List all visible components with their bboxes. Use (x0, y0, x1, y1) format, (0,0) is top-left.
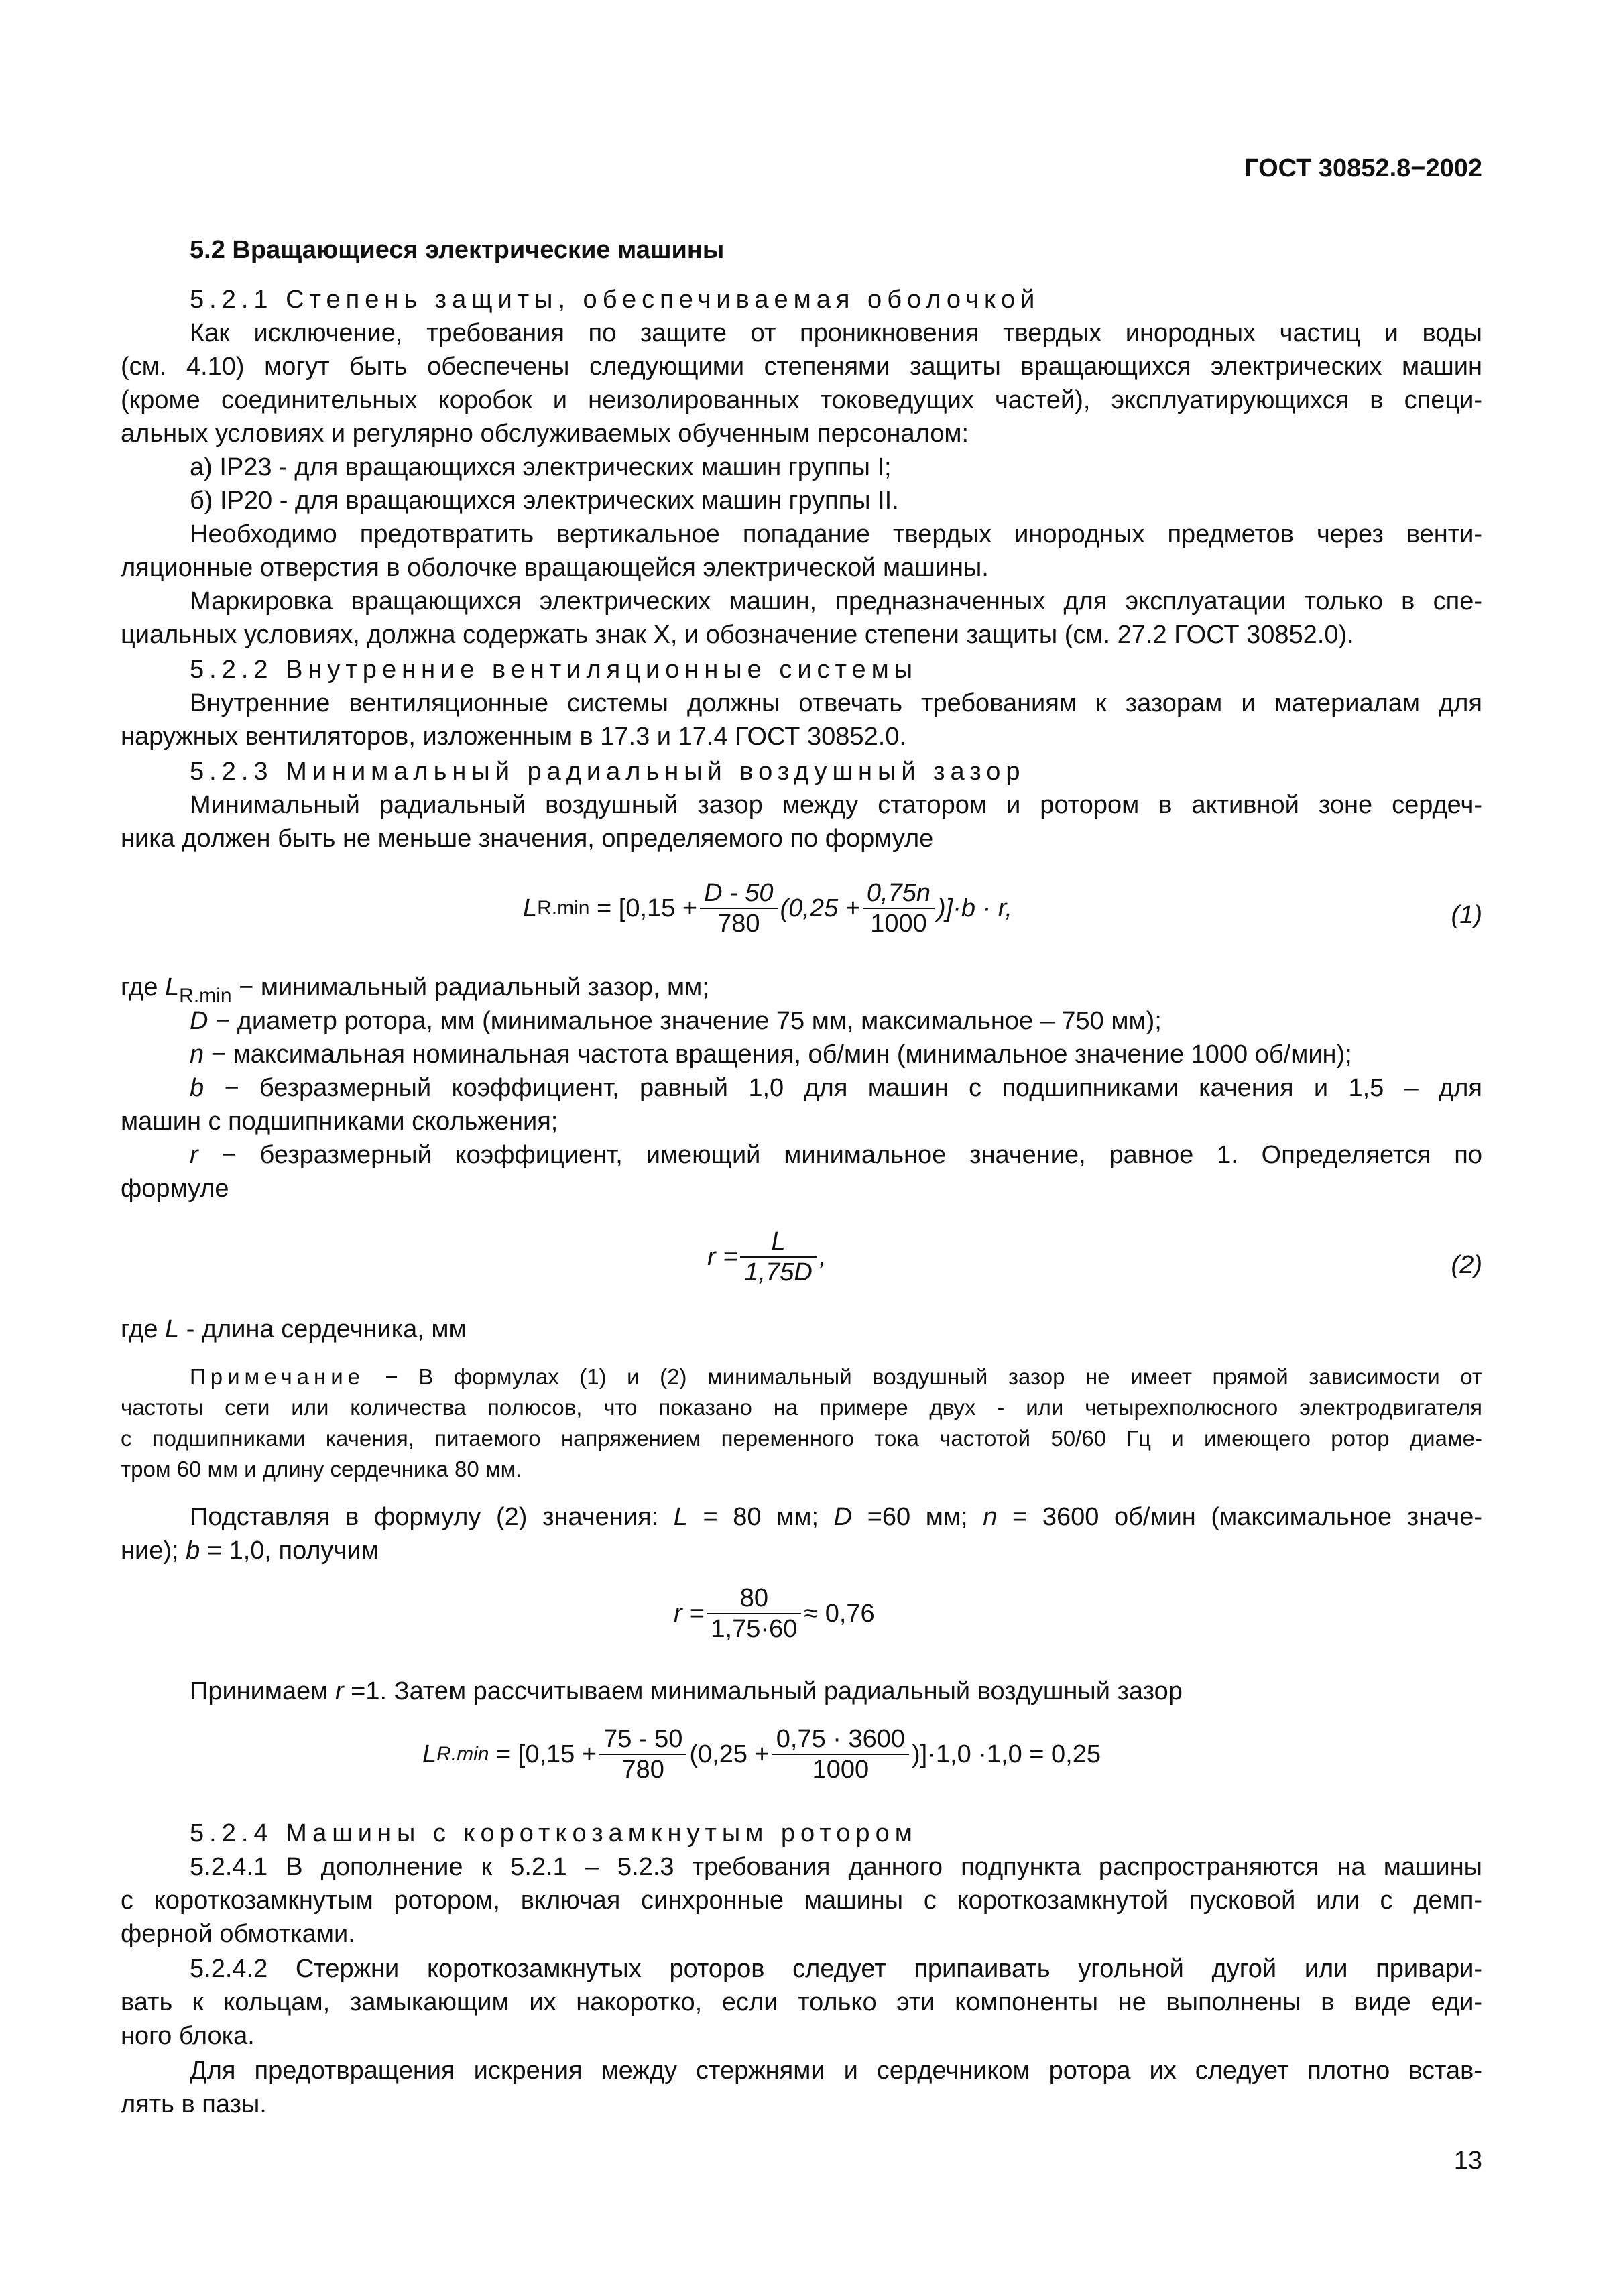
paragraph-line: (кроме соединительных коробок и неизолированных токоведущих частей), эксплуатирующихся в специ- (121, 386, 1482, 414)
formula-4-frac2-num: 0,75 · 3600 (772, 1724, 909, 1755)
formula-1-frac1-num: D - 50 (700, 878, 777, 909)
formula-1-frac2-den: 1000 (870, 910, 927, 938)
formula-2-number: (2) (1451, 1251, 1482, 1279)
formula-2-lhs: r = (707, 1242, 738, 1271)
definition-L-text: − минимальный радиальный зазор, мм; (231, 973, 709, 1002)
page-number: 13 (1453, 2147, 1482, 2175)
paragraph-line: Как исключение, требования по защите от проникновения твердых инородных частиц и воды (190, 319, 1482, 347)
formula-1-lhs: L (523, 894, 538, 922)
definition-n-text: − максимальная номинальная частота вращения, об/мин (минимальное значение 1000 об/мин); (204, 1040, 1352, 1069)
paragraph-line: 5.2.4.1 В дополнение к 5.2.1 – 5.2.3 требования данного подпункта распространяются на машины (190, 1853, 1482, 1881)
subst-L: L (673, 1503, 688, 1531)
formula-4-fraction-2 (772, 1724, 909, 1785)
formula-1-lhs-sub: R.min (537, 897, 590, 919)
paragraph-line: ферной обмотками. (121, 1920, 355, 1948)
substitution-line-2 (121, 1535, 379, 1566)
subst-D: D (833, 1503, 853, 1531)
paragraph-line: с короткозамкнутым ротором, включая синхронные машины с короткозамкнутой пусковой или с демп- (121, 1886, 1482, 1915)
definition-D (190, 1006, 1162, 1036)
formula-4-tail: )]·1,0 ·1,0 = 0,25 (912, 1740, 1101, 1768)
paragraph-line: вать к кольцам, замыкающим их накоротко, если только эти компоненты не выполнены в виде еди- (121, 1988, 1482, 2016)
formula-4-frac1-num: 75 - 50 (599, 1724, 686, 1755)
symbol-L2: L (165, 1315, 180, 1343)
paragraph-line: Необходимо предотвратить вертикальное попадание твердых инородных предметов через венти- (190, 520, 1482, 548)
paragraph-line: лять в пазы. (121, 2090, 267, 2118)
note-line-3: с подшипниками качения, питаемого напряжением переменного тока частотой 50/60 Гц и имеющего ротор диаме- (121, 1426, 1482, 1451)
where2-lead: где (121, 1315, 166, 1343)
accept-line (190, 1676, 1183, 1707)
symbol-r: r (190, 1141, 198, 1169)
section-title-5-2-1: 5.2.1 Степень защиты, обеспечиваемая оболочкой (190, 286, 1040, 314)
symbol-D: D (190, 1007, 208, 1035)
subst-b: = 80 мм; (687, 1503, 834, 1531)
subst-e: ние); (121, 1536, 186, 1565)
formula-3-lhs: r = (674, 1599, 705, 1628)
definition-L2-text: - длина сердечника, мм (179, 1315, 467, 1343)
formula-4-open: = [0,15 + (489, 1740, 597, 1768)
definition-r (190, 1140, 1482, 1170)
subst-n: n (983, 1503, 998, 1531)
list-item-b: б) IP20 - для вращающихся электрических машин группы II. (190, 487, 899, 515)
formula-2-tail: , (819, 1242, 827, 1271)
section-title-5-2: 5.2 Вращающиеся электрические машины (190, 236, 725, 264)
paragraph-line: наружных вентиляторов, изложенным в 17.3 и 17.4 ГОСТ 30852.0. (121, 723, 906, 751)
formula-1-frac1-den: 780 (717, 910, 760, 938)
subst-f: = 1,0, получим (200, 1536, 379, 1565)
definition-D-text: − диаметр ротора, мм (минимальное значение 75 мм, максимальное – 750 мм); (208, 1007, 1162, 1035)
section-title-5-2-4: 5.2.4 Машины с короткозамкнутым ротором (190, 1819, 918, 1848)
formula-1-tail: )]·b · r, (937, 894, 1012, 922)
formula-3 (674, 1583, 875, 1644)
symbol-b: b (190, 1074, 204, 1102)
note-label: Примечание (190, 1364, 365, 1389)
subst-b-sym: b (186, 1536, 200, 1565)
paragraph-line: Маркировка вращающихся электрических машин, предназначенных для эксплуатации только в спе- (190, 587, 1482, 615)
formula-4-frac2-den: 1000 (812, 1756, 869, 1784)
section-title-5-2-2: 5.2.2 Внутренние вентиляционные системы (190, 656, 918, 684)
note-text: − В формулах (1) и (2) минимальный воздушный зазор не имеет прямой зависимости от (365, 1364, 1482, 1389)
paragraph-line: Для предотвращения искрения между стержнями и сердечником ротора их следует плотно встав- (190, 2057, 1482, 2085)
formula-4-mid: (0,25 + (689, 1740, 770, 1768)
formula-1 (523, 878, 1012, 939)
accept-r: r (335, 1677, 344, 1705)
paragraph-line: Минимальный радиальный воздушный зазор между статором и ротором в активной зоне сердеч- (190, 791, 1482, 819)
list-item-a: а) IP23 - для вращающихся электрических машин группы I; (190, 453, 892, 481)
formula-1-open: = [0,15 + (589, 894, 698, 922)
section-title-5-2-3: 5.2.3 Минимальный радиальный воздушный зазор (190, 758, 1026, 786)
paragraph-line: (см. 4.10) могут быть обеспечены следующими степенями защиты вращающихся электрических машин (121, 353, 1482, 381)
definition-b-text: − безразмерный коэффициент, равный 1,0 для машин с подшипниками качения и 1,5 – для (204, 1074, 1482, 1102)
formula-4-fraction-1 (599, 1724, 686, 1785)
formula-2-num: L (740, 1227, 816, 1258)
formula-3-tail: ≈ 0,76 (804, 1599, 875, 1628)
paragraph-line: ного блока. (121, 2022, 255, 2050)
formula-3-den: 1,75·60 (711, 1615, 798, 1643)
definition-r-text: − безразмерный коэффициент, имеющий минимальное значение, равное 1. Определяется по (198, 1141, 1482, 1169)
symbol-L-sub: R.min (179, 985, 232, 1007)
paragraph-line: циальных условиях, должна содержать знак Х, и обозначение степени защиты (см. 27.2 ГОСТ 30852.0). (121, 621, 1354, 649)
paragraph-line: ляционные отверстия в оболочке вращающейся электрической машины. (121, 554, 989, 582)
definition-L-core (121, 1314, 467, 1345)
symbol-n: n (190, 1040, 204, 1069)
formula-4 (422, 1724, 1101, 1785)
note-line-2: частоты сети или количества полюсов, что показано на примере двух - или четырехполюсного электродвигателя (121, 1395, 1482, 1420)
substitution-line-1 (190, 1502, 1482, 1532)
subst-c: =60 мм; (852, 1503, 983, 1531)
definition-n (190, 1039, 1352, 1070)
formula-1-number: (1) (1451, 901, 1482, 929)
paragraph-line: Внутренние вентиляционные системы должны отвечать требованиям к зазорам и материалам для (190, 689, 1482, 717)
note-line-1 (190, 1362, 1482, 1392)
formula-4-lhs-sub: R.min (436, 1743, 489, 1765)
formula-2-den: 1,75D (744, 1258, 813, 1286)
formula-3-num: 80 (707, 1583, 801, 1614)
subst-a: Подставляя в формулу (2) значения: (190, 1503, 674, 1531)
definition-b-cont: машин с подшипниками скольжения; (121, 1107, 558, 1136)
formula-1-fraction-2 (863, 878, 935, 939)
formula-4-frac1-den: 780 (621, 1756, 664, 1784)
accept-a: Принимаем (190, 1677, 335, 1705)
formula-1-frac2-num: 0,75n (863, 878, 935, 909)
symbol-L: L (165, 973, 180, 1002)
formula-1-fraction-1 (700, 878, 777, 939)
formula-1-mid: (0,25 + (780, 894, 860, 922)
formula-4-lhs: L (422, 1740, 437, 1768)
document-number: ГОСТ 30852.8−2002 (1244, 154, 1482, 182)
subst-d: = 3600 об/мин (максимальное значе- (997, 1503, 1483, 1531)
accept-b: =1. Затем рассчитываем минимальный радиальный воздушный зазор (343, 1677, 1183, 1705)
definition-b (190, 1073, 1482, 1103)
definition-r-cont: формуле (121, 1174, 229, 1203)
paragraph-line: альных условиях и регулярно обслуживаемых обученным персоналом: (121, 420, 969, 448)
paragraph-line: ника должен быть не меньше значения, определяемого по формуле (121, 825, 934, 853)
where-lead: где (121, 973, 166, 1002)
formula-2-fraction (740, 1227, 816, 1287)
formula-2 (707, 1227, 826, 1287)
paragraph-line: 5.2.4.2 Стержни короткозамкнутых роторов следует припаивать угольной дугой или привари- (190, 1955, 1482, 1983)
note-line-4: тром 60 мм и длину сердечника 80 мм. (121, 1457, 522, 1482)
formula-3-fraction (707, 1583, 801, 1644)
